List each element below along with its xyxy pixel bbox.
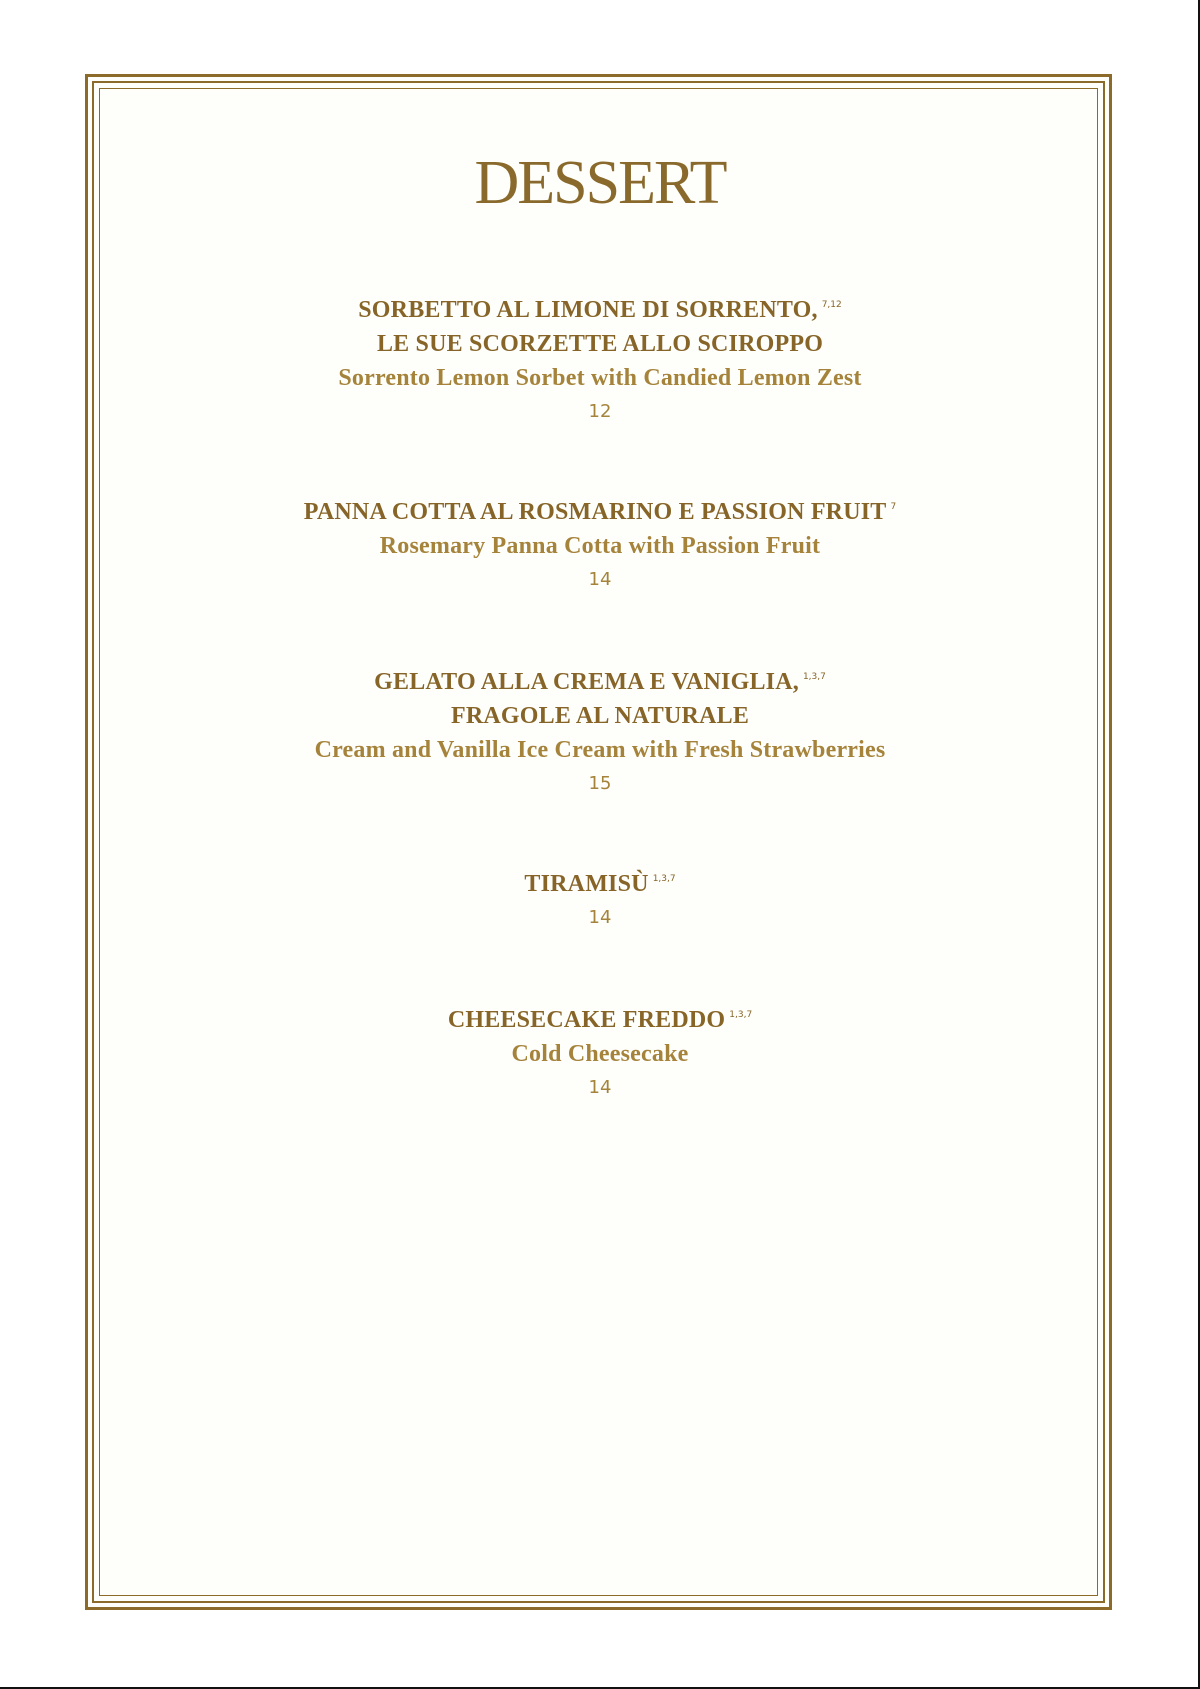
item-price: 14 xyxy=(588,569,612,590)
item-italian-name xyxy=(0,288,1200,327)
menu-item-sorbetto xyxy=(0,288,1200,429)
allergen-codes: 1,3,7 xyxy=(652,874,676,884)
item-english-name: Sorrento Lemon Sorbet with Candied Lemon Zest xyxy=(338,365,862,391)
item-italian-line1: SORBETTO AL LIMONE DI SORRENTO, xyxy=(358,297,818,323)
item-price: 14 xyxy=(588,1077,612,1098)
item-italian-name xyxy=(0,490,1200,529)
item-italian-line1: PANNA COTTA AL ROSMARINO E PASSION FRUIT xyxy=(303,499,887,525)
item-italian-name xyxy=(0,862,1200,901)
allergen-codes: 7,12 xyxy=(821,300,842,310)
allergen-codes: 1,3,7 xyxy=(729,1010,753,1020)
menu-item-cheesecake xyxy=(0,998,1200,1105)
item-price: 12 xyxy=(588,401,612,422)
item-italian-line1: GELATO ALLA CREMA E VANIGLIA, xyxy=(374,669,799,695)
menu-item-panna-cotta xyxy=(0,490,1200,597)
item-italian-line2: FRAGOLE AL NATURALE xyxy=(450,703,750,729)
menu-title: DESSERT xyxy=(474,149,726,217)
menu-item-gelato xyxy=(0,660,1200,801)
menu-item-tiramisu xyxy=(0,862,1200,935)
item-english-name: Cream and Vanilla Ice Cream with Fresh Strawberries xyxy=(314,737,886,763)
item-english-name: Rosemary Panna Cotta with Passion Fruit xyxy=(379,533,821,559)
allergen-codes: 1,3,7 xyxy=(802,672,826,682)
item-english-name: Cold Cheesecake xyxy=(511,1041,689,1067)
item-italian-line1: TIRAMISÙ xyxy=(524,871,649,897)
item-price: 14 xyxy=(588,907,612,928)
item-italian-line1: CHEESECAKE FREDDO xyxy=(447,1007,726,1033)
item-italian-name xyxy=(0,660,1200,699)
item-price: 15 xyxy=(588,773,612,794)
allergen-codes: 7 xyxy=(890,502,897,512)
item-italian-line2: LE SUE SCORZETTE ALLO SCIROPPO xyxy=(376,331,824,357)
item-italian-name xyxy=(0,998,1200,1037)
